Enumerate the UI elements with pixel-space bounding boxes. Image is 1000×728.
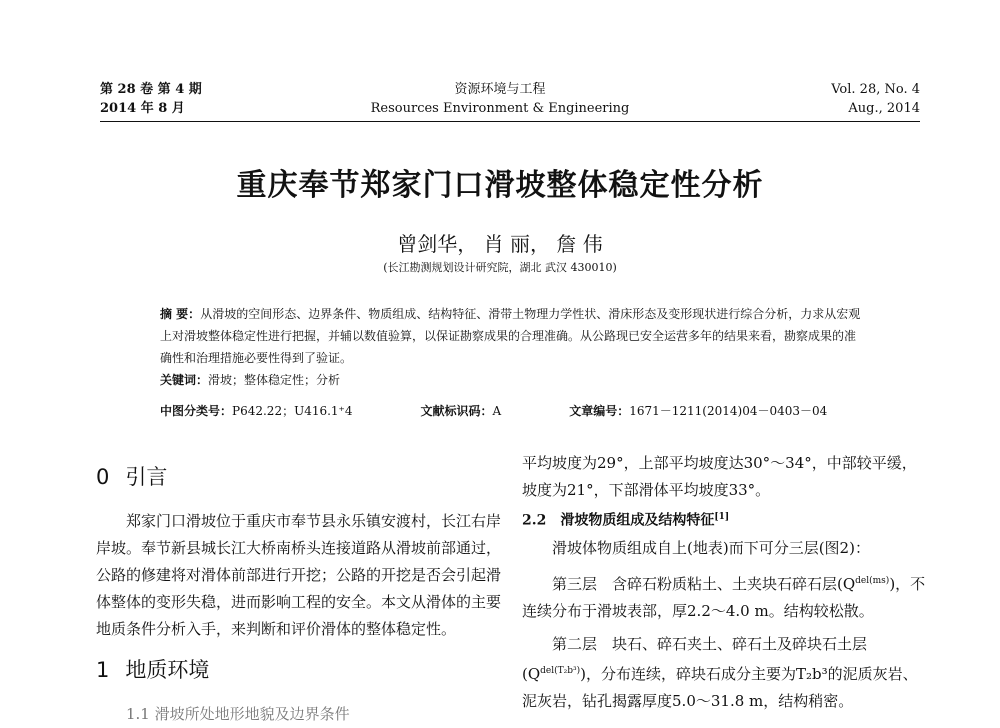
classification-line <box>160 402 862 419</box>
layer-3-text-a: 第三层 含碎石粉质粘土、土夹块石碎石层(Q <box>552 574 856 593</box>
abstract-label: 摘 要： <box>160 307 201 321</box>
slope-paragraph: 平均坡度为29°，上部平均坡度达30°～34°，中部较平缓，坡度为21°，下部滑体平均坡度33°。 <box>522 454 917 499</box>
section-1-partial-line: 1.1 滑坡所处地形地貌及边界条件 <box>126 705 350 723</box>
doc-value: A <box>492 404 502 418</box>
journal-volume-en <box>831 80 920 118</box>
section-1-title: 地质环境 <box>125 658 210 682</box>
journal-issue <box>100 80 202 118</box>
volume-issue: 第 28 卷 第 4 期 <box>100 82 202 97</box>
header-rule <box>100 121 920 122</box>
abstract <box>160 303 862 391</box>
layer-2-text-a: 第二层 块石、碎石夹土、碎石土及碎块石土层(Q <box>522 634 868 683</box>
right-column <box>522 450 927 715</box>
intro-paragraph: 郑家门口滑坡位于重庆市奉节县永乐镇安渡村，长江右岸岸坡。奉节新县城长江大桥南桥头连接道路从滑坡前部通过，公路的修建将对滑体前部进行开挖；公路的开挖是否会引起滑体整体的变形失稳，进而影响工程的安全。本文从滑体的主要地质条件分析入手，来判断和评价滑体的整体稳定性。 <box>96 512 502 638</box>
volume-en: Vol. 28, No. 4 <box>831 82 920 97</box>
date-en: Aug., 2014 <box>848 101 920 116</box>
journal-name <box>350 80 650 118</box>
left-column <box>96 450 501 728</box>
doc-label: 文献标识码： <box>420 404 493 418</box>
layer-2-formation: del(T₂b³) <box>540 665 581 676</box>
composition-paragraph: 滑坡体物质组成自上(地表)而下可分三层(图2)： <box>552 538 870 557</box>
section-1-number: 1 <box>96 658 110 682</box>
clc-value: P642.22；U416.1⁺4 <box>232 404 353 418</box>
paper-title: 重庆奉节郑家门口滑坡整体稳定性分析 <box>236 168 764 203</box>
keywords <box>160 369 862 391</box>
abstract-body <box>160 303 862 369</box>
clc-code <box>160 402 353 419</box>
article-number <box>569 402 827 419</box>
layer-3-text-b: )，不连续分布于滑坡表部，厚2.2～4.0 m。结构较松散。 <box>522 574 926 620</box>
journal-name-cn: 资源环境与工程 <box>454 82 546 97</box>
section-0-heading <box>96 460 501 494</box>
issue-date: 2014 年 8 月 <box>100 101 185 116</box>
section-2-2-title: 2.2 滑坡物质组成及结构特征 <box>522 512 715 529</box>
abstract-text: 从滑坡的空间形态、边界条件、物质组成、结构特征、滑带土物理力学性状、滑床形态及变形现状进行综合分析，力求从宏观上对滑坡整体稳定性进行把握，并辅以数值验算，以保证勘察成果的合理准确。从公路现已安全运营多年的结果来看，勘察成果的准确性和治理措施必要性得到了验证。 <box>160 307 861 365</box>
keywords-label: 关键词： <box>160 373 209 387</box>
layer-3-paragraph <box>522 568 927 625</box>
affiliation: (长江勘测规划设计研究院，湖北 武汉 430010) <box>383 261 617 274</box>
journal-name-en: Resources Environment & Engineering <box>370 101 630 116</box>
keywords-text: 滑坡；整体稳定性；分析 <box>208 373 341 387</box>
layer-2-paragraph <box>522 631 927 715</box>
article-value: 1671－1211(2014)04－0403－04 <box>629 404 828 418</box>
clc-label: 中图分类号： <box>160 404 233 418</box>
section-1-heading <box>96 653 501 687</box>
layer-3-formation: del(ms) <box>855 575 890 586</box>
article-label: 文章编号： <box>569 404 630 418</box>
section-2-2-heading <box>522 504 927 535</box>
layer-2-text-b: )，分布连续，碎块石成分主要为T₂b³的泥质灰岩、泥灰岩，钻孔揭露厚度5.0～31.8 m，结构稍密。 <box>522 664 918 710</box>
authors: 曾剑华， 肖 丽， 詹 伟 <box>397 232 603 256</box>
doc-code <box>421 402 502 419</box>
reference-mark: [1] <box>714 512 730 522</box>
section-0-title: 引言 <box>125 465 168 489</box>
section-0-number: 0 <box>96 465 110 489</box>
